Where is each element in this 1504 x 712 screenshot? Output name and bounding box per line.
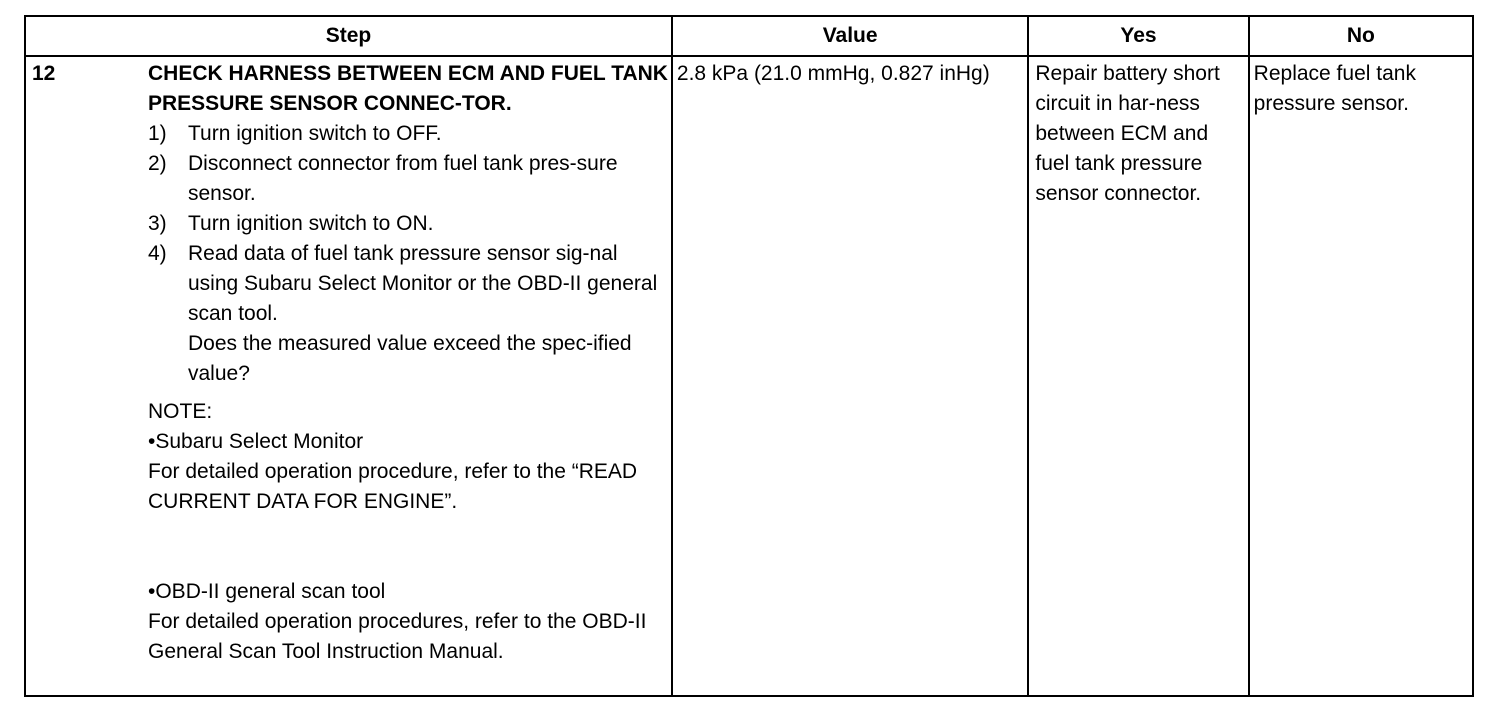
note-select-monitor-text: For detailed operation procedure, refer to the “READ CURRENT DATA FOR ENGINE”.	[148, 460, 638, 513]
note-block	[148, 397, 668, 667]
header-yes: Yes	[1028, 16, 1248, 56]
header-value: Value	[672, 16, 1028, 56]
procedure-item	[148, 119, 668, 149]
note-scan-tool-title: •OBD-II general scan tool	[148, 580, 386, 603]
step-body	[148, 57, 668, 667]
header-step: Step	[25, 16, 672, 56]
check-question: Does the measured value exceed the spec-ified value?	[188, 332, 632, 385]
table-row	[25, 56, 1473, 696]
procedure-item-text: Turn ignition switch to ON.	[188, 212, 434, 235]
header-no: No	[1249, 16, 1473, 56]
procedure-item-text: Disconnect connector from fuel tank pres-sure sensor.	[188, 152, 618, 205]
procedure-item-number: 4)	[148, 242, 167, 265]
procedure-item	[148, 209, 668, 239]
step-number: 12	[32, 62, 56, 85]
note-spacer	[148, 517, 668, 577]
note-select-monitor-title: •Subaru Select Monitor	[148, 430, 364, 453]
procedure-item	[148, 239, 668, 329]
procedure-item-number: 1)	[148, 122, 167, 145]
diagnostic-table	[24, 15, 1474, 697]
yes-cell: Repair battery short circuit in har-ness between ECM and fuel tank pressure sensor connector.	[1028, 56, 1248, 696]
no-cell: Replace fuel tank pressure sensor.	[1249, 56, 1473, 696]
step-cell	[25, 56, 672, 696]
procedure-item-number: 3)	[148, 212, 167, 235]
note-scan-tool-text: For detailed operation procedures, refer to the OBD-II General Scan Tool Instruction Manual.	[148, 610, 647, 663]
step-title: CHECK HARNESS BETWEEN ECM AND FUEL TANK PRESSURE SENSOR CONNEC-TOR.	[148, 62, 668, 115]
procedure-item-number: 2)	[148, 152, 167, 175]
note-label: NOTE:	[148, 400, 213, 423]
procedure-item	[148, 149, 668, 209]
procedure-item-text: Turn ignition switch to OFF.	[188, 122, 442, 145]
procedure-item-text: Read data of fuel tank pressure sensor sig-nal using Subaru Select Monitor or the OBD-II general scan tool.	[188, 242, 658, 325]
value-cell: 2.8 kPa (21.0 mmHg, 0.827 inHg)	[672, 56, 1028, 696]
procedure-list	[148, 119, 668, 329]
header-row	[25, 16, 1473, 56]
